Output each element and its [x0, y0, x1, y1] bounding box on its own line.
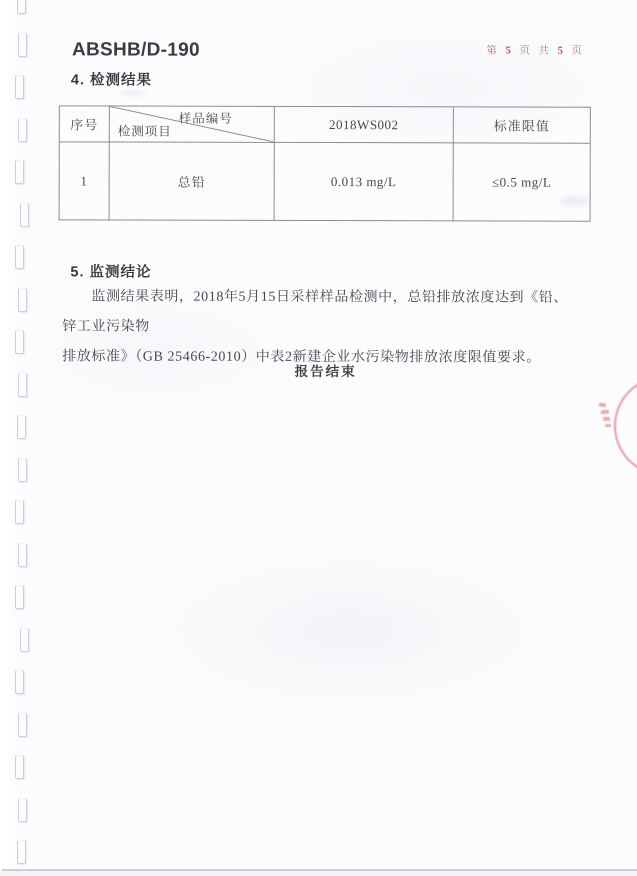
header-cell-sample-id: 2018WS002 [275, 107, 454, 143]
current-page-number: 5 [505, 45, 514, 57]
document-code: ABSHB/D-190 [71, 39, 200, 61]
diagonal-label-sample-id: 样品编号 [178, 111, 233, 126]
header-cell-serial: 序号 [60, 106, 110, 142]
page-marker-label: 第 [486, 45, 500, 57]
cell-result-value: 0.013 mg/L [275, 143, 454, 220]
section-4-heading: 4. 检测结果 [70, 72, 153, 89]
scan-smudge [560, 196, 590, 206]
diagonal-label-test-item: 检测项目 [117, 124, 172, 139]
page-number-marker [486, 42, 585, 57]
header-cell-diagonal [110, 106, 275, 142]
table-row [60, 142, 590, 220]
results-table [59, 105, 591, 221]
page-marker-label: 共 [538, 45, 553, 57]
cell-serial-number: 1 [60, 142, 110, 219]
conclusion-line: 监测结果表明，2018年5月15日采样样品检测中，总铅排放浓度达到《铅、锌工业污染物 [62, 289, 568, 335]
cell-test-item: 总铅 [110, 142, 275, 219]
report-end-marker: 报告结束 [294, 363, 357, 380]
scan-background-band [0, 871, 637, 876]
header-cell-limit: 标准限值 [454, 107, 590, 143]
cell-standard-limit: ≤0.5 mg/L [491, 173, 552, 190]
page-marker-label: 页 [519, 45, 533, 57]
stamp-text-fragment [603, 417, 610, 422]
conclusion-line: 排放标准》（GB 25466-2010）中表2新建企业水污染物排放浓度限值要求。 [62, 349, 541, 366]
table-header-row [60, 106, 590, 143]
scan-smudge [120, 90, 146, 96]
total-page-number: 5 [557, 45, 566, 57]
stamp-text-fragment [599, 403, 606, 408]
page-marker-label: 页 [571, 45, 586, 57]
section-5-heading: 5. 监测结论 [70, 264, 152, 281]
stamp-text-fragment [605, 424, 611, 427]
stamp-text-fragment [601, 410, 609, 415]
